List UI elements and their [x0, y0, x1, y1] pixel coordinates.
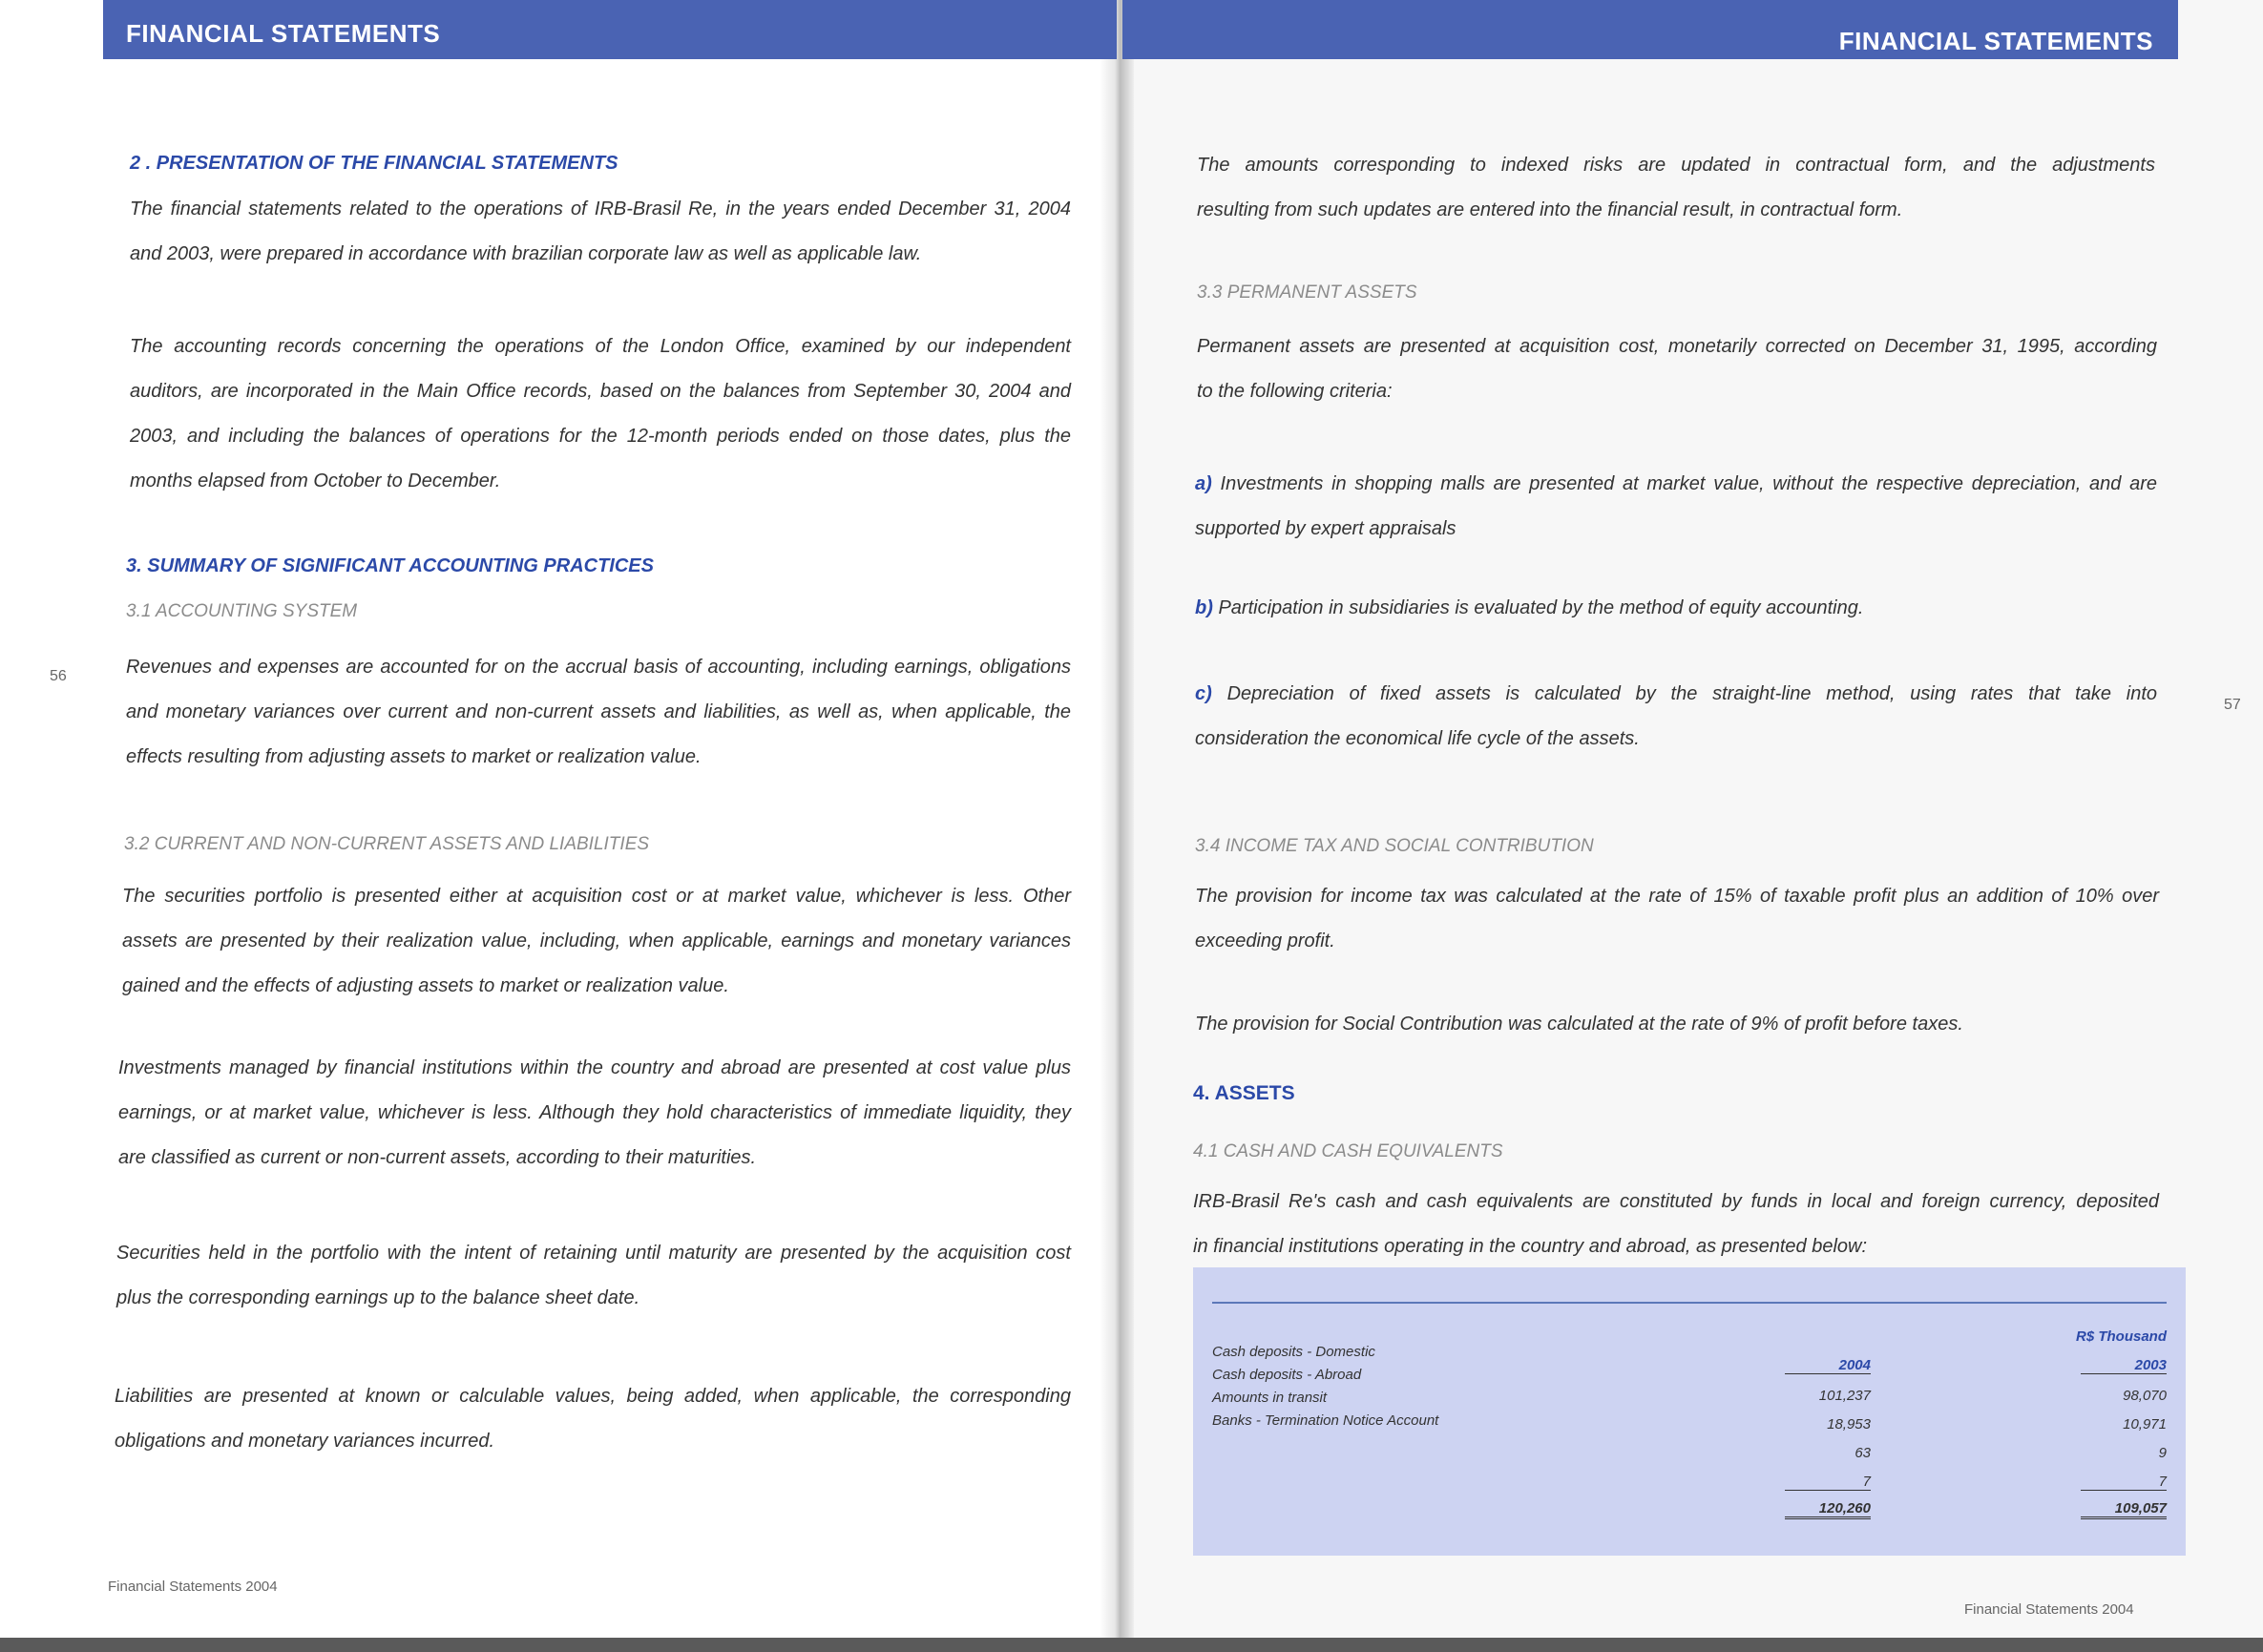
text-line: Securities held in the portfolio with the intent of retaining until maturity are presented by the acquisition cost	[116, 1243, 1071, 1264]
table-row-label: Cash deposits - Domestic	[1212, 1344, 1375, 1360]
text-line: earnings, or at market value, whichever is less. Although they hold characteristics of immediate liquidity, they	[118, 1102, 1071, 1123]
subsection-3-2-heading: 3.2 CURRENT AND NON-CURRENT ASSETS AND LIABILITIES	[124, 834, 650, 854]
text-line: resulting from such updates are entered into the financial result, in contractual form.	[1197, 199, 1903, 220]
subsection-3-1-heading: 3.1 ACCOUNTING SYSTEM	[126, 601, 358, 621]
table-col-2003: 2003	[2081, 1357, 2167, 1374]
text-line: assets are presented by their realization value, including, when applicable, earnings and monetary variances	[122, 931, 1071, 951]
subsection-3-2-paragraph-1	[122, 874, 1071, 1009]
left-header-title: FINANCIAL STATEMENTS	[126, 19, 441, 48]
table-row-label: Cash deposits - Abroad	[1212, 1367, 1362, 1383]
text-line: and 2003, were prepared in accordance with brazilian corporate law as well as applicable law.	[130, 243, 922, 264]
table-unit-label: R$ Thousand	[2075, 1328, 2167, 1345]
left-footer: Financial Statements 2004	[108, 1579, 278, 1595]
table-cell-2004: 63	[1854, 1445, 1871, 1461]
text-line: exceeding profit.	[1195, 931, 1335, 951]
table-cell-2003: 7	[2081, 1474, 2167, 1491]
text-line: The accounting records concerning the operations of the London Office, examined by our independent	[130, 336, 1071, 357]
text-line: gained and the effects of adjusting assets to market or realization value.	[122, 975, 729, 996]
table-row-label: Banks - Termination Notice Account	[1212, 1412, 1439, 1429]
table-cell-2004: 101,237	[1818, 1388, 1871, 1404]
section-2-heading: 2 . PRESENTATION OF THE FINANCIAL STATEMENTS	[130, 153, 618, 174]
text-line: Liabilities are presented at known or calculable values, being added, when applicable, the corresponding	[115, 1386, 1071, 1407]
table-total-2004: 120,260	[1785, 1500, 1871, 1519]
table-col-2004: 2004	[1785, 1357, 1871, 1374]
text-line: in financial institutions operating in the country and abroad, as presented below:	[1193, 1236, 1868, 1257]
criteria-item-b	[1195, 586, 2157, 631]
section-4-heading: 4. ASSETS	[1193, 1082, 1295, 1104]
text-line: 2003, and including the balances of operations for the 12-month periods ended on those dates, plus the	[130, 426, 1071, 447]
subsection-3-2-paragraph-3	[116, 1231, 1071, 1321]
criteria-item-c	[1195, 672, 2157, 762]
table-cell-2003: 98,070	[2123, 1388, 2167, 1404]
section-2-paragraph-1	[130, 187, 1071, 277]
subsection-3-4-paragraph-1	[1195, 874, 2159, 964]
right-header-title: FINANCIAL STATEMENTS	[1838, 27, 2153, 55]
text-line: months elapsed from October to December.	[130, 471, 501, 491]
left-header-band	[103, 0, 1117, 59]
text-line: The securities portfolio is presented either at acquisition cost or at market value, whichever is less. Other	[122, 886, 1071, 907]
subsection-3-2-paragraph-2	[118, 1046, 1071, 1181]
item-a-text: Investments in shopping malls are presented at market value, without the respective depreciation, and are	[1220, 473, 2158, 494]
right-footer: Financial Statements 2004	[1964, 1601, 2134, 1618]
table-cell-2003: 10,971	[2123, 1416, 2167, 1432]
indexed-risks-paragraph	[1197, 143, 2155, 233]
subsection-3-3-paragraph	[1197, 324, 2157, 414]
table-cell-2003: 9	[2158, 1445, 2167, 1461]
text-line: Investments managed by financial institutions within the country and abroad are presented at cost value plus	[118, 1057, 1071, 1078]
table-cell-2004: 7	[1785, 1474, 1871, 1491]
text-line: The provision for income tax was calculated at the rate of 15% of taxable profit plus an addition of 10% over	[1195, 886, 2159, 907]
text-line: IRB-Brasil Re's cash and cash equivalents are constituted by funds in local and foreign currency, deposited	[1193, 1191, 2159, 1212]
subsection-3-4-paragraph-2	[1195, 1002, 2159, 1047]
left-page-number: 56	[50, 668, 67, 684]
text-line: consideration the economical life cycle of the assets.	[1195, 728, 1640, 749]
subsection-3-3-heading: 3.3 PERMANENT ASSETS	[1197, 282, 1417, 303]
text-line: Permanent assets are presented at acquisition cost, monetarily corrected on December 31, 1995, according	[1197, 336, 2157, 357]
item-b-text: Participation in subsidiaries is evaluated by the method of equity accounting.	[1218, 597, 1864, 618]
subsection-3-2-paragraph-4	[115, 1374, 1071, 1464]
table-row-label: Amounts in transit	[1212, 1390, 1328, 1406]
cash-equivalents-table	[1193, 1267, 2186, 1556]
subsection-3-4-heading: 3.4 INCOME TAX AND SOCIAL CONTRIBUTION	[1195, 836, 1594, 856]
subsection-4-1-paragraph	[1193, 1180, 2159, 1269]
text-line: to the following criteria:	[1197, 381, 1393, 402]
text-line	[1195, 462, 2157, 507]
section-3-heading: 3. SUMMARY OF SIGNIFICANT ACCOUNTING PRACTICES	[126, 555, 654, 576]
text-line: The provision for Social Contribution was calculated at the rate of 9% of profit before taxes.	[1195, 1014, 1963, 1035]
right-page-number: 57	[2224, 697, 2241, 713]
table-top-rule	[1212, 1302, 2167, 1304]
item-c-text: Depreciation of fixed assets is calculated by the straight-line method, using rates that take into	[1226, 683, 2157, 704]
text-line: obligations and monetary variances incurred.	[115, 1431, 494, 1452]
page-bottom-edge	[0, 1638, 2263, 1652]
section-2-paragraph-2	[130, 324, 1071, 504]
table-total-2003: 109,057	[2081, 1500, 2167, 1519]
text-line: auditors, are incorporated in the Main Office records, based on the balances from September 30, 2004 and	[130, 381, 1071, 402]
table-cell-2004: 18,953	[1827, 1416, 1871, 1432]
text-line: and monetary variances over current and non-current assets and liabilities, as well as, when applicable, the	[126, 701, 1071, 722]
book-gutter	[1100, 0, 1134, 1652]
text-line: supported by expert appraisals	[1195, 518, 1456, 539]
item-b-label: b)	[1195, 597, 1213, 618]
text-line: The financial statements related to the operations of IRB-Brasil Re, in the years ended December 31, 2004	[130, 199, 1071, 220]
text-line	[1195, 586, 2157, 631]
text-line: The amounts corresponding to indexed risks are updated in contractual form, and the adjustments	[1197, 155, 2155, 176]
right-header-band	[1122, 0, 2178, 59]
text-line: are classified as current or non-current assets, according to their maturities.	[118, 1147, 757, 1168]
subsection-4-1-heading: 4.1 CASH AND CASH EQUIVALENTS	[1193, 1141, 1503, 1161]
text-line	[1195, 672, 2157, 717]
criteria-item-a	[1195, 462, 2157, 552]
item-a-label: a)	[1195, 473, 1212, 494]
text-line: Revenues and expenses are accounted for on the accrual basis of accounting, including earnings, obligations	[126, 657, 1071, 678]
text-line: plus the corresponding earnings up to the balance sheet date.	[116, 1287, 640, 1308]
text-line: effects resulting from adjusting assets to market or realization value.	[126, 746, 702, 767]
subsection-3-1-paragraph	[126, 645, 1071, 780]
item-c-label: c)	[1195, 683, 1212, 704]
